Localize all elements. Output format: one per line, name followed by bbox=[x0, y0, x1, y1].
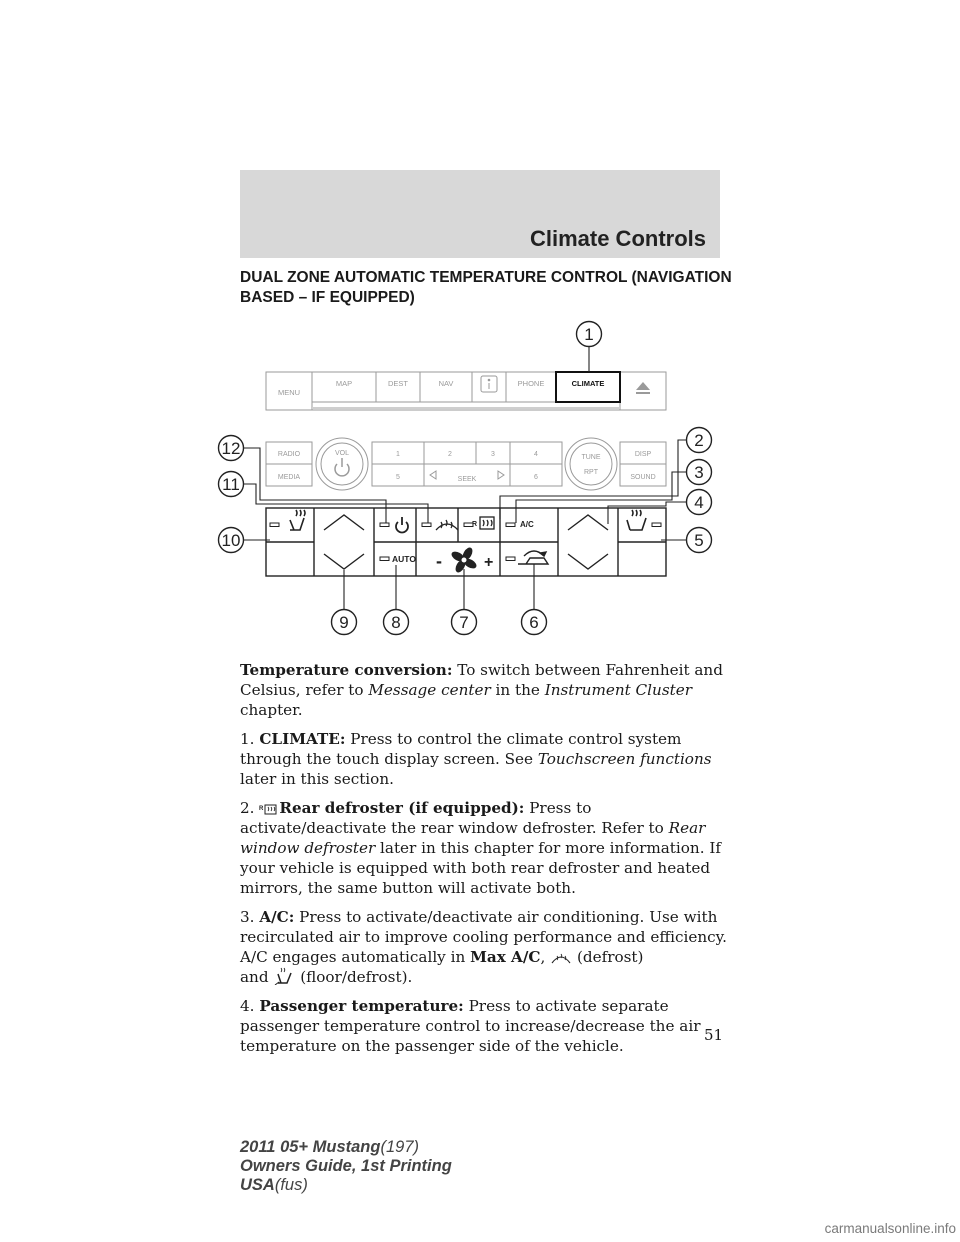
footer bbox=[240, 1138, 452, 1195]
callout-5-label: 5 bbox=[694, 531, 704, 550]
climate-label: CLIMATE bbox=[571, 379, 605, 388]
item-3-text-4: and bbox=[240, 968, 274, 986]
item-3-label: A/C: bbox=[259, 908, 295, 926]
footer-guide-edition: Owners Guide, 1st Printing bbox=[240, 1157, 452, 1175]
fan-plus-label: + bbox=[484, 554, 494, 571]
item-4-number: 4. bbox=[240, 997, 260, 1015]
footer-model-code: (197) bbox=[380, 1138, 419, 1156]
callout-11-label: 11 bbox=[222, 475, 240, 494]
rear-window-defroster-ref: Rear window defroster bbox=[240, 819, 706, 857]
preset-4-label: 4 bbox=[534, 451, 538, 458]
rpt-label: RPT bbox=[584, 469, 598, 476]
seek-label: SEEK bbox=[457, 476, 477, 483]
item-1-text-2: later in this section. bbox=[240, 770, 394, 788]
rear-r-label: R bbox=[472, 521, 478, 528]
footer-market: USA bbox=[240, 1176, 275, 1194]
chapter-header-band bbox=[240, 170, 720, 258]
callout-8-label: 8 bbox=[391, 613, 401, 632]
defrost-inline-icon bbox=[550, 951, 572, 965]
item-3-paragraph bbox=[240, 907, 730, 987]
conversion-text-3: chapter. bbox=[240, 701, 303, 719]
sound-label: SOUND bbox=[630, 474, 656, 481]
temperature-conversion-paragraph bbox=[240, 660, 730, 720]
item-2-paragraph bbox=[240, 798, 730, 898]
floor-defrost-inline-icon bbox=[273, 967, 295, 985]
item-2-number: 2. bbox=[240, 799, 260, 817]
callout-10-label: 10 bbox=[221, 531, 241, 550]
page-number: 51 bbox=[704, 1026, 724, 1044]
radio-label: RADIO bbox=[277, 451, 301, 458]
item-1-label: CLIMATE: bbox=[259, 730, 346, 748]
nav-label: NAV bbox=[438, 379, 454, 388]
footer-market-code: (fus) bbox=[274, 1176, 308, 1194]
item-2-label: Rear defroster (if equipped): bbox=[279, 799, 525, 817]
item-2-text-1: Press to activate/deactivate the rear window defroster. Refer to bbox=[240, 799, 669, 837]
max-ac-label: Max A/C bbox=[470, 948, 541, 966]
chapter-title: Climate Controls bbox=[529, 226, 706, 251]
item-4-paragraph bbox=[240, 996, 730, 1056]
conversion-text-1: To switch between Fahrenheit and Celsius, refer to bbox=[240, 661, 723, 699]
touchscreen-functions-ref: Touchscreen functions bbox=[537, 750, 712, 768]
item-1-paragraph bbox=[240, 729, 730, 789]
phone-label: PHONE bbox=[517, 379, 545, 388]
item-4-text-1: Press to activate separate passenger temperature control to increase/decrease the air temperature on the passenger side of the vehicle. bbox=[240, 997, 701, 1055]
dest-label: DEST bbox=[387, 379, 409, 388]
message-center-ref: Message center bbox=[368, 681, 491, 699]
media-label: MEDIA bbox=[277, 474, 301, 481]
map-label: MAP bbox=[335, 379, 353, 388]
item-1-text-1: Press to control the climate control system through the touch display screen. See bbox=[240, 730, 682, 768]
section-title: DUAL ZONE AUTOMATIC TEMPERATURE CONTROL (NAVIGATION BASED – IF EQUIPPED) bbox=[240, 269, 732, 306]
conversion-text-2: in the bbox=[490, 681, 545, 699]
callout-6-label: 6 bbox=[529, 613, 539, 632]
preset-3-label: 3 bbox=[491, 451, 495, 458]
preset-2-label: 2 bbox=[448, 451, 452, 458]
item-4-label: Passenger temperature: bbox=[259, 997, 464, 1015]
item-3-number: 3. bbox=[240, 908, 260, 926]
callout-3-label: 3 bbox=[694, 463, 704, 482]
callout-9-label: 9 bbox=[339, 613, 349, 632]
body-text bbox=[240, 660, 730, 1065]
watermark-text: carmanualsonline.info bbox=[824, 1221, 956, 1236]
callout-2-label: 2 bbox=[694, 431, 704, 450]
inline-r-label: R bbox=[259, 806, 264, 812]
item-3-text-3: (defrost) bbox=[572, 948, 644, 966]
vol-label: VOL bbox=[334, 450, 350, 457]
fan-minus-label: - bbox=[436, 551, 442, 571]
ac-label: A/C bbox=[520, 520, 534, 529]
preset-5-label: 5 bbox=[396, 474, 400, 481]
footer-model: 2011 05+ Mustang bbox=[240, 1138, 381, 1156]
disp-label: DISP bbox=[634, 451, 652, 458]
preset-6-label: 6 bbox=[534, 474, 538, 481]
callout-1-label: 1 bbox=[584, 325, 594, 344]
climate-control-diagram bbox=[200, 312, 760, 652]
callout-12-label: 12 bbox=[221, 439, 241, 458]
item-3-text-2: , bbox=[540, 948, 551, 966]
preset-1-label: 1 bbox=[396, 451, 400, 458]
rear-defrost-inline-icon bbox=[259, 803, 279, 816]
callout-7-label: 7 bbox=[459, 613, 469, 632]
item-2-text-2: later in this chapter for more information. If your vehicle is equipped with both rear defroster and heated mirrors, the same button will activate both. bbox=[240, 839, 721, 897]
tune-label: TUNE bbox=[581, 454, 601, 461]
auto-label: AUTO bbox=[392, 554, 416, 564]
instrument-cluster-ref: Instrument Cluster bbox=[544, 681, 692, 699]
item-1-number: 1. bbox=[240, 730, 260, 748]
eject-button[interactable] bbox=[620, 372, 666, 410]
item-3-text-1: Press to activate/deactivate air conditioning. Use with recirculated air to improve cooling performance and efficiency. A/C engages automatically in bbox=[240, 908, 728, 966]
conversion-label: Temperature conversion: bbox=[240, 661, 453, 679]
callout-4-label: 4 bbox=[694, 493, 704, 512]
item-3-text-5: (floor/defrost). bbox=[295, 968, 413, 986]
menu-label: MENU bbox=[277, 388, 301, 397]
climate-panel bbox=[266, 508, 666, 576]
